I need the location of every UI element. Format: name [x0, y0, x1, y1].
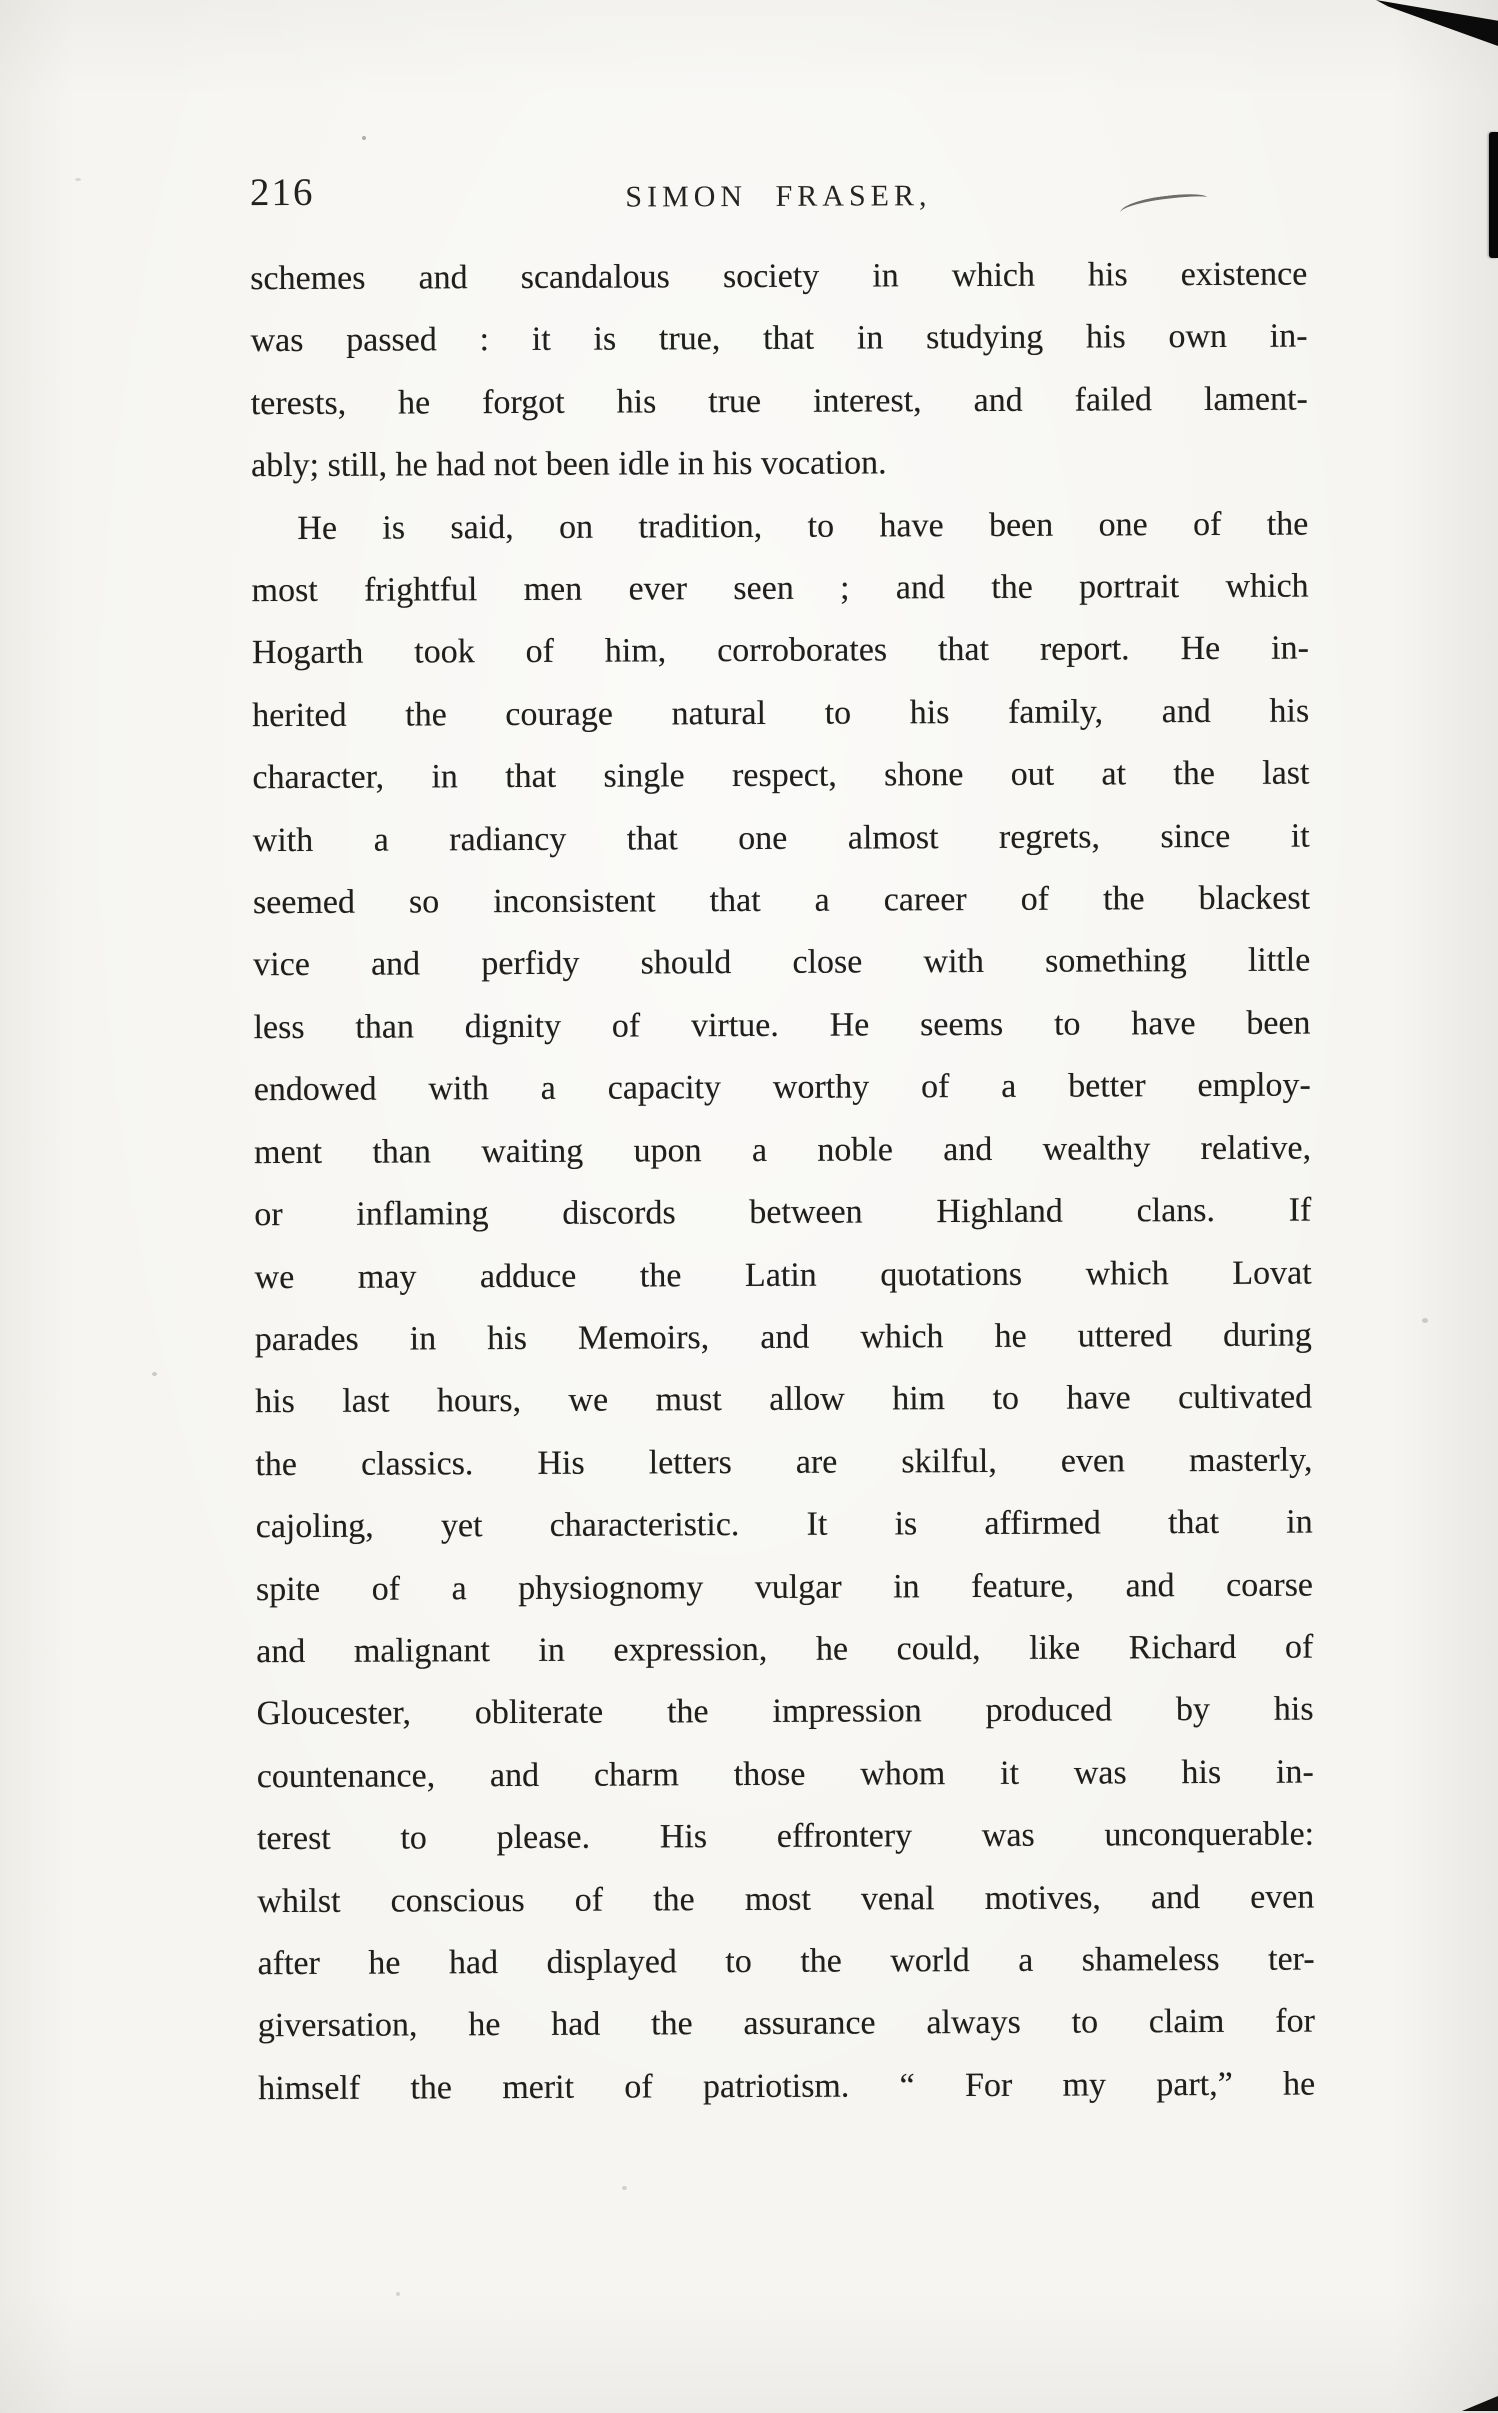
text-line: terest to please. His effrontery was unconquerable:	[256, 1815, 1315, 1858]
text-line: ably; still, he had not been idle in his vocation.	[250, 444, 887, 485]
text-line: after he had displayed to the world a shameless ter-	[257, 1940, 1315, 1983]
text-line: He is said, on tradition, to have been one of the	[297, 505, 1309, 547]
text-line: Hogarth took of him, corroborates that report. He in-	[251, 629, 1309, 672]
text-line: less than dignity of virtue. He seems to have been	[253, 1004, 1311, 1047]
text-line: Gloucester, obliterate the impression produced by his	[256, 1690, 1314, 1733]
text-line: endowed with a capacity worthy of a better employ-	[253, 1066, 1311, 1109]
page-number: 216	[249, 170, 315, 215]
text-line: we may adduce the Latin quotations which Lovat	[254, 1254, 1312, 1296]
text-line: whilst conscious of the most venal motives, and even	[257, 1878, 1315, 1920]
text-line: most frightful men ever seen ; and the portrait which	[251, 567, 1309, 610]
text-line: parades in his Memoirs, and which he uttered during	[254, 1316, 1312, 1359]
text-line: vice and perfidy should close with something little	[253, 942, 1311, 984]
body-text	[250, 244, 1315, 2121]
text-line: giversation, he had the assurance always to claim for	[257, 2002, 1315, 2045]
text-line: seemed so inconsistent that a career of the blackest	[252, 879, 1311, 922]
text-line: countenance, and charm those whom it was his in-	[256, 1753, 1314, 1795]
scan-edge-artifact-right	[1489, 132, 1498, 258]
text-line: the classics. His letters are skilful, even masterly,	[255, 1441, 1313, 1483]
text-line: character, in that single respect, shone out at the last	[252, 754, 1310, 797]
text-line: spite of a physiognomy vulgar in feature, and coarse	[255, 1566, 1314, 1608]
text-line: was passed : it is true, that in studying his own in-	[250, 317, 1308, 360]
text-line: himself the merit of patriotism. “ For my part,” he	[258, 2065, 1316, 2107]
text-line: ment than waiting upon a noble and wealthy relative,	[253, 1129, 1312, 1171]
text-line: with a radiancy that one almost regrets, since it	[252, 817, 1310, 859]
running-header: SIMON FRASER,	[625, 179, 932, 214]
text-line: terests, he forgot his true interest, and failed lament-	[250, 380, 1308, 422]
text-line: herited the courage natural to his family, and his	[252, 692, 1310, 734]
text-line: schemes and scandalous society in which his existence	[250, 255, 1308, 298]
text-line: or inflaming discords between Highland clans. If	[254, 1191, 1312, 1234]
text-line: and malignant in expression, he could, like Richard of	[256, 1628, 1314, 1671]
text-line: his last hours, we must allow him to have cultivated	[255, 1378, 1313, 1421]
text-line: cajoling, yet characteristic. It is affirmed that in	[255, 1503, 1313, 1546]
